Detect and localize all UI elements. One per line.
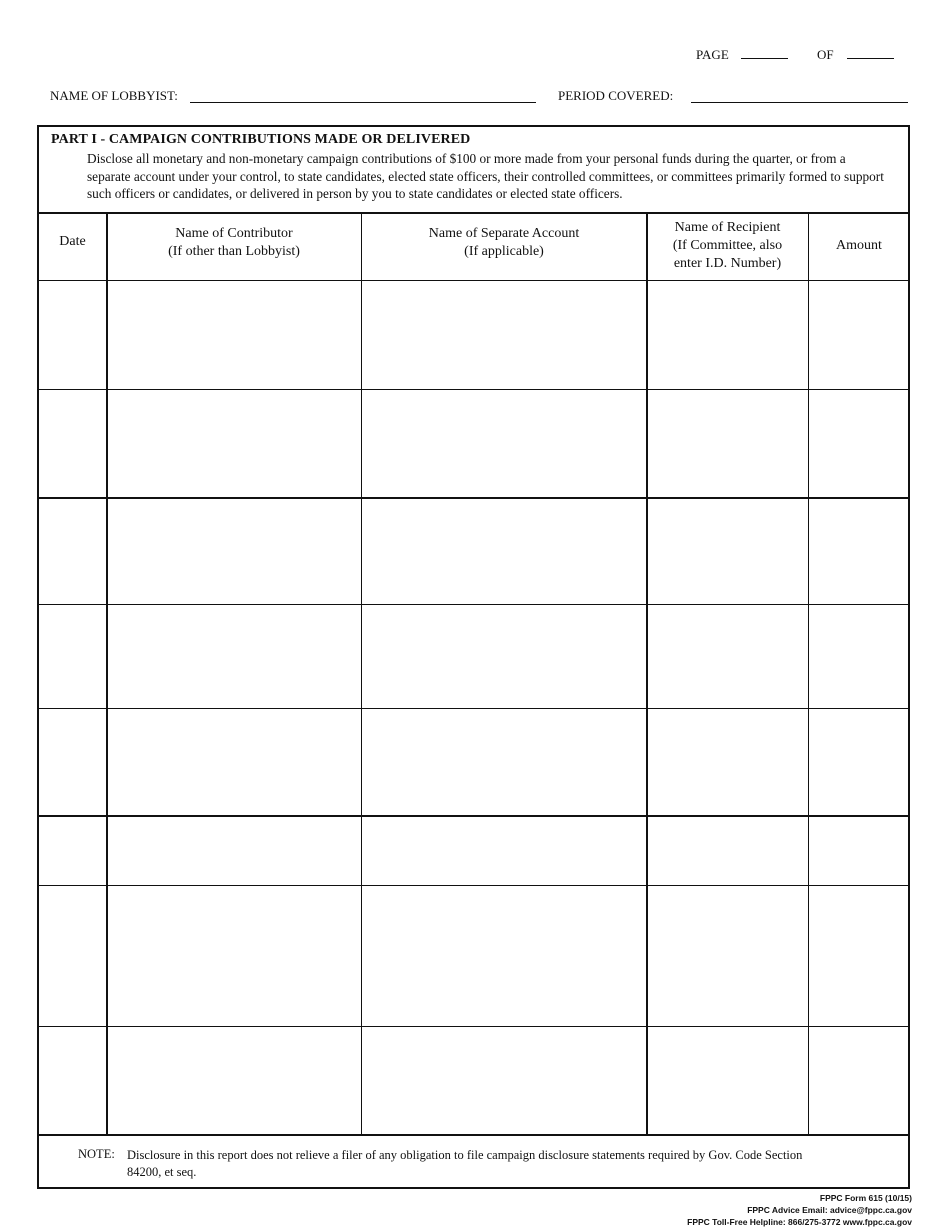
column-header-line: enter I.D. Number) xyxy=(673,256,782,271)
column-header-line: Amount xyxy=(836,238,882,253)
helpline: FPPC Toll-Free Helpline: 866/275-3772 www.fppc.ca.gov xyxy=(687,1217,912,1227)
date-cell[interactable] xyxy=(39,1027,106,1134)
column-header-line: Name of Separate Account xyxy=(428,226,580,241)
page-number-field[interactable] xyxy=(741,58,788,59)
period-covered-field[interactable] xyxy=(691,102,908,103)
recipient-cell[interactable] xyxy=(647,709,808,815)
recipient-cell[interactable] xyxy=(647,816,808,885)
account-cell[interactable] xyxy=(362,605,646,708)
advice-email: FPPC Advice Email: advice@fppc.ca.gov xyxy=(747,1205,912,1215)
amount-cell[interactable] xyxy=(809,498,908,604)
total-pages-field[interactable] xyxy=(847,58,894,59)
header-top-rule xyxy=(39,212,909,214)
column-header-line: (If applicable) xyxy=(464,244,544,259)
note-label: NOTE: xyxy=(78,1147,115,1161)
contributor-cell[interactable] xyxy=(107,1027,361,1134)
column-header-separate-account xyxy=(362,225,646,261)
form-number: FPPC Form 615 (10/15) xyxy=(819,1193,912,1203)
amount-cell[interactable] xyxy=(809,816,908,885)
amount-cell[interactable] xyxy=(809,1027,908,1134)
amount-cell[interactable] xyxy=(809,886,908,1026)
date-cell[interactable] xyxy=(39,605,106,708)
date-cell[interactable] xyxy=(39,886,106,1026)
account-cell[interactable] xyxy=(362,281,646,389)
lobbyist-name-field[interactable] xyxy=(190,102,536,103)
contributor-cell[interactable] xyxy=(107,390,361,497)
account-cell[interactable] xyxy=(362,390,646,497)
contributor-cell[interactable] xyxy=(107,498,361,604)
recipient-cell[interactable] xyxy=(647,281,808,389)
column-header-recipient xyxy=(647,219,808,273)
account-cell[interactable] xyxy=(362,886,646,1026)
table-bottom-rule xyxy=(39,1134,909,1136)
contributor-cell[interactable] xyxy=(107,886,361,1026)
account-cell[interactable] xyxy=(362,709,646,815)
recipient-cell[interactable] xyxy=(647,390,808,497)
of-label: OF xyxy=(817,47,834,62)
column-header-contributor xyxy=(107,225,361,261)
amount-cell[interactable] xyxy=(809,281,908,389)
column-header-amount xyxy=(809,237,909,255)
account-cell[interactable] xyxy=(362,1027,646,1134)
amount-cell[interactable] xyxy=(809,709,908,815)
column-header-line: (If other than Lobbyist) xyxy=(168,244,300,259)
recipient-cell[interactable] xyxy=(647,605,808,708)
recipient-cell[interactable] xyxy=(647,886,808,1026)
amount-cell[interactable] xyxy=(809,390,908,497)
column-header-line: Name of Contributor xyxy=(175,226,293,241)
column-header-line: Date xyxy=(59,234,86,249)
amount-cell[interactable] xyxy=(809,605,908,708)
column-header-line: Name of Recipient xyxy=(674,220,781,235)
date-cell[interactable] xyxy=(39,816,106,885)
column-header-line: (If Committee, also xyxy=(672,238,783,253)
note-text: Disclosure in this report does not relieve a filer of any obligation to file campaign disclosure statements required by Gov. Code Section 84200, et seq. xyxy=(127,1148,803,1179)
column-header-date xyxy=(39,233,106,251)
date-cell[interactable] xyxy=(39,281,106,389)
contributor-cell[interactable] xyxy=(107,605,361,708)
part-title: PART I - CAMPAIGN CONTRIBUTIONS MADE OR DELIVERED xyxy=(51,132,471,147)
period-covered-label: PERIOD COVERED: xyxy=(558,88,674,103)
date-cell[interactable] xyxy=(39,709,106,815)
recipient-cell[interactable] xyxy=(647,498,808,604)
lobbyist-name-label: NAME OF LOBBYIST: xyxy=(50,88,178,103)
recipient-cell[interactable] xyxy=(647,1027,808,1134)
date-cell[interactable] xyxy=(39,390,106,497)
contributor-cell[interactable] xyxy=(107,816,361,885)
part-description: Disclose all monetary and non-monetary campaign contributions of $100 or more made from your personal funds during the quarter, or from a separate account under your control, to state candidates, elected state officers, their controlled committees, or committees primarily formed to support such officers or candidates, or delivered in person by you to state candidates or elected state officers. xyxy=(87,151,884,202)
contributor-cell[interactable] xyxy=(107,281,361,389)
date-cell[interactable] xyxy=(39,498,106,604)
account-cell[interactable] xyxy=(362,816,646,885)
contributor-cell[interactable] xyxy=(107,709,361,815)
page-label: PAGE xyxy=(696,47,729,62)
account-cell[interactable] xyxy=(362,498,646,604)
